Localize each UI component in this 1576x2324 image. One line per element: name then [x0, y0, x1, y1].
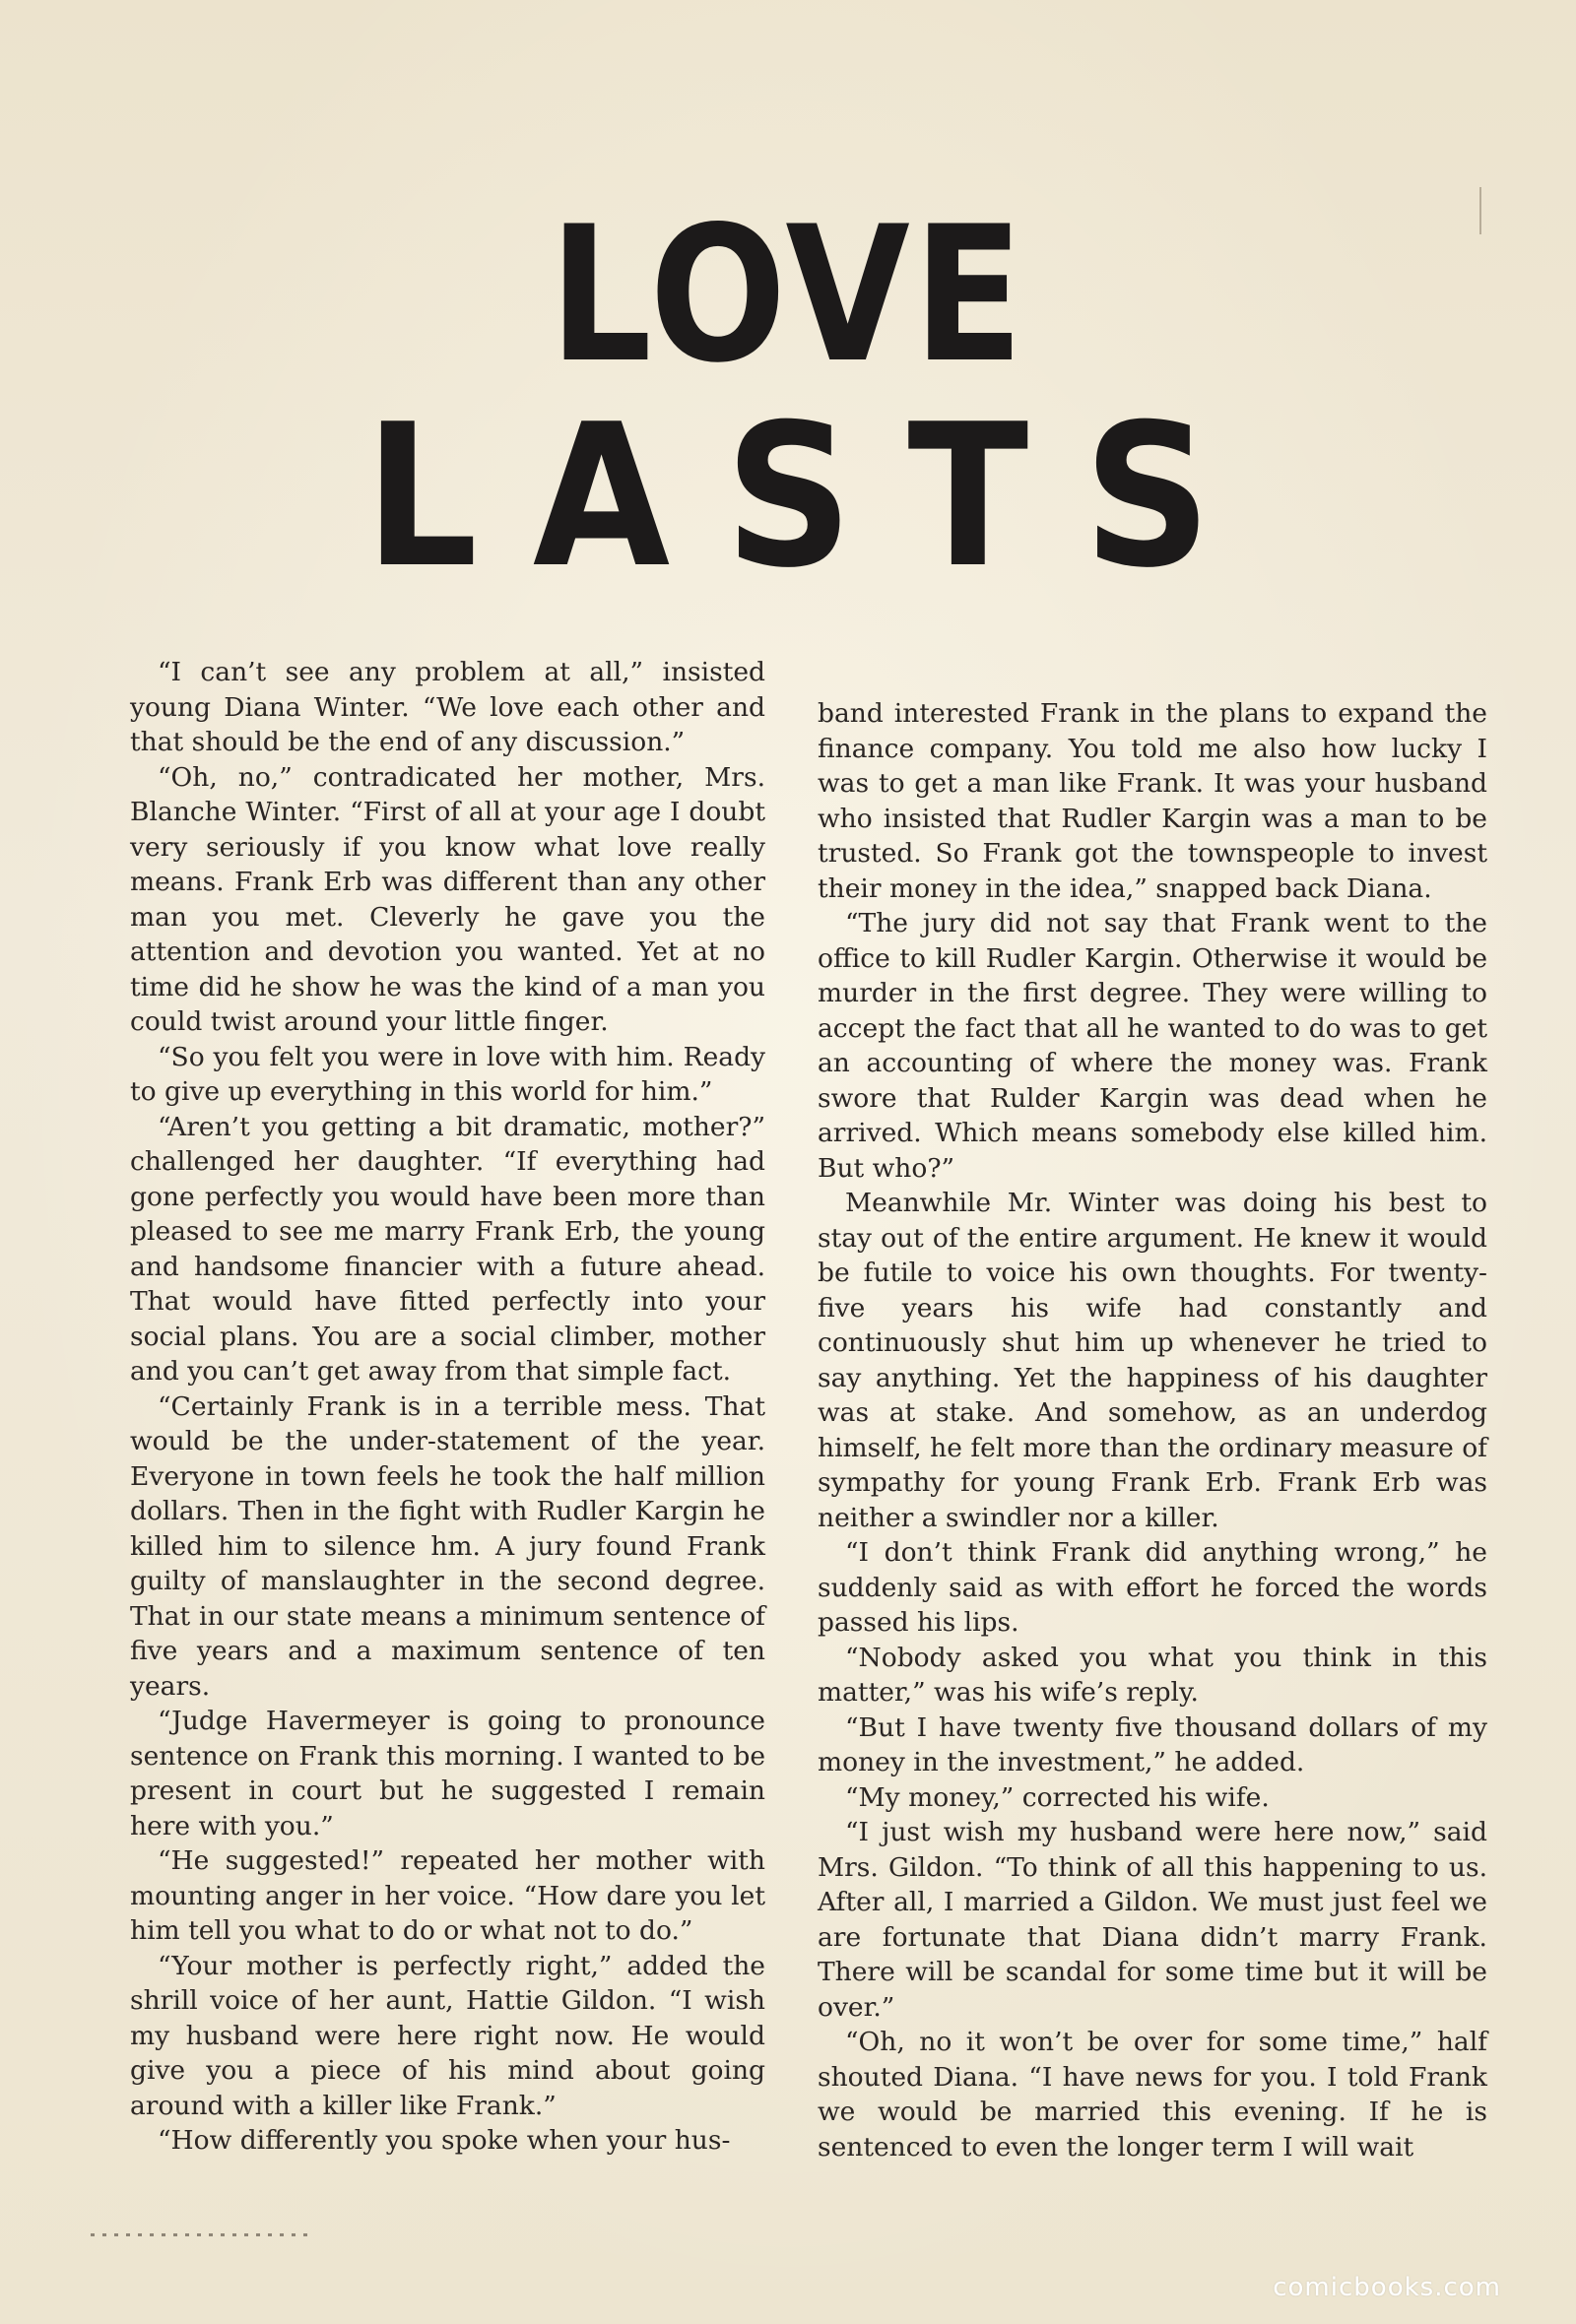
margin-mark — [1479, 187, 1481, 234]
paragraph: “My money,” corrected his wife. — [845, 1781, 1270, 1813]
page-edge-dots — [91, 2233, 307, 2236]
paragraph: “Judge Havermeyer is going to pronounce sentence on Frank this morning. I wanted to be present in court but he suggested I remain here with you.” — [130, 1706, 765, 1841]
story-title-line-2: LASTS — [364, 382, 1267, 612]
paragraph: Meanwhile Mr. Winter was doing his best to stay out of the entire argument. He knew it would be futile to voice his own thoughts. For twenty-five years his wife had constantly and continuously shut him up whenever he tried to say anything. Yet the happiness of his daughter was at stake. And somehow, as an underdog himself, he felt more than the ordinary measure of sympathy for young Frank Erb. Frank Erb was neither a swindler nor a killer. — [818, 1188, 1487, 1533]
right-column — [818, 696, 1487, 2164]
story-title-line-1: LOVE — [549, 186, 1027, 404]
watermark: comicbooks.com — [1273, 2273, 1501, 2302]
paragraph: “I don’t think Frank did anything wrong,” he suddenly said as with effort he forced the words passed his lips. — [818, 1537, 1487, 1638]
paragraph-continuation: band interested Frank in the plans to expand the finance company. You told me also how lucky I was to get a man like Frank. It was your husband who insisted that Rudler Kargin was a man to be trusted. So Frank got the townspeople to invest their money in the idea,” snapped back Diana. — [818, 698, 1487, 904]
paragraph: “The jury did not say that Frank went to the office to kill Rudler Kargin. Otherwise it would be murder in the first degree. They were willing to accept the fact that all he wanted to do was to get an accounting of where the money was. Frank swore that Rulder Kargin was dead when he arrived. Which means somebody else killed him. But who?” — [818, 908, 1487, 1184]
paragraph: “How differently you spoke when your hus- — [158, 2125, 731, 2156]
paragraph: “Oh, no it won’t be over for some time,” half shouted Diana. “I have news for you. I told Frank we would be married this evening. If he is sentenced to even the longer term I will wait — [818, 2027, 1487, 2163]
paragraph: “Certainly Frank is in a terrible mess. That would be the under-statement of the year. Everyone in town feels he took the half million dollars. Then in the fight with Rudler Kargin he killed him to silence hm. A jury found Frank guilty of manslaughter in the second degree. That in our state means a minimum sentence of five years and a maximum sentence of ten years. — [130, 1390, 765, 1702]
paragraph: “So you felt you were in love with him. Ready to give up everything in this world for him.” — [130, 1041, 765, 1107]
paragraph: “I can’t see any problem at all,” insisted young Diana Winter. “We love each other and that should be the end of any discussion.” — [130, 657, 765, 757]
paragraph: “Nobody asked you what you think in this matter,” was his wife’s reply. — [818, 1642, 1487, 1708]
paragraph: “I just wish my husband were here now,” said Mrs. Gildon. “To think of all this happening to us. After all, I married a Gildon. We must just feel we are fortunate that Diana didn’t marry Frank. There will be scandal for some time but it will be over.” — [818, 1817, 1487, 2023]
paragraph: “Oh, no,” contradicated her mother, Mrs. Blanche Winter. “First of all at your age I doubt very seriously if you know what love really means. Frank Erb was different than any other man you met. Cleverly he gave you the attention and devotion you wanted. Yet at no time did he show he was the kind of a man you could twist around your little finger. — [130, 761, 765, 1037]
paragraph: “Your mother is perfectly right,” added the shrill voice of her aunt, Hattie Gildon. “I wish my husband were here right now. He would give you a piece of his mind about going around with a killer like Frank.” — [130, 1950, 765, 2121]
left-column — [130, 655, 765, 2159]
paragraph: “Aren’t you getting a bit dramatic, mother?” challenged her daughter. “If everything had gone perfectly you would have been more than pleased to see me marry Frank Erb, the young and handsome financier with a future ahead. That would have fitted perfectly into your social plans. You are a social climber, mother and you can’t get away from that simple fact. — [130, 1111, 765, 1387]
paragraph: “But I have twenty five thousand dollars of my money in the investment,” he added. — [818, 1711, 1487, 1777]
paragraph: “He suggested!” repeated her mother with mounting anger in her voice. “How dare you let him tell you what to do or what not to do.” — [130, 1845, 765, 1946]
